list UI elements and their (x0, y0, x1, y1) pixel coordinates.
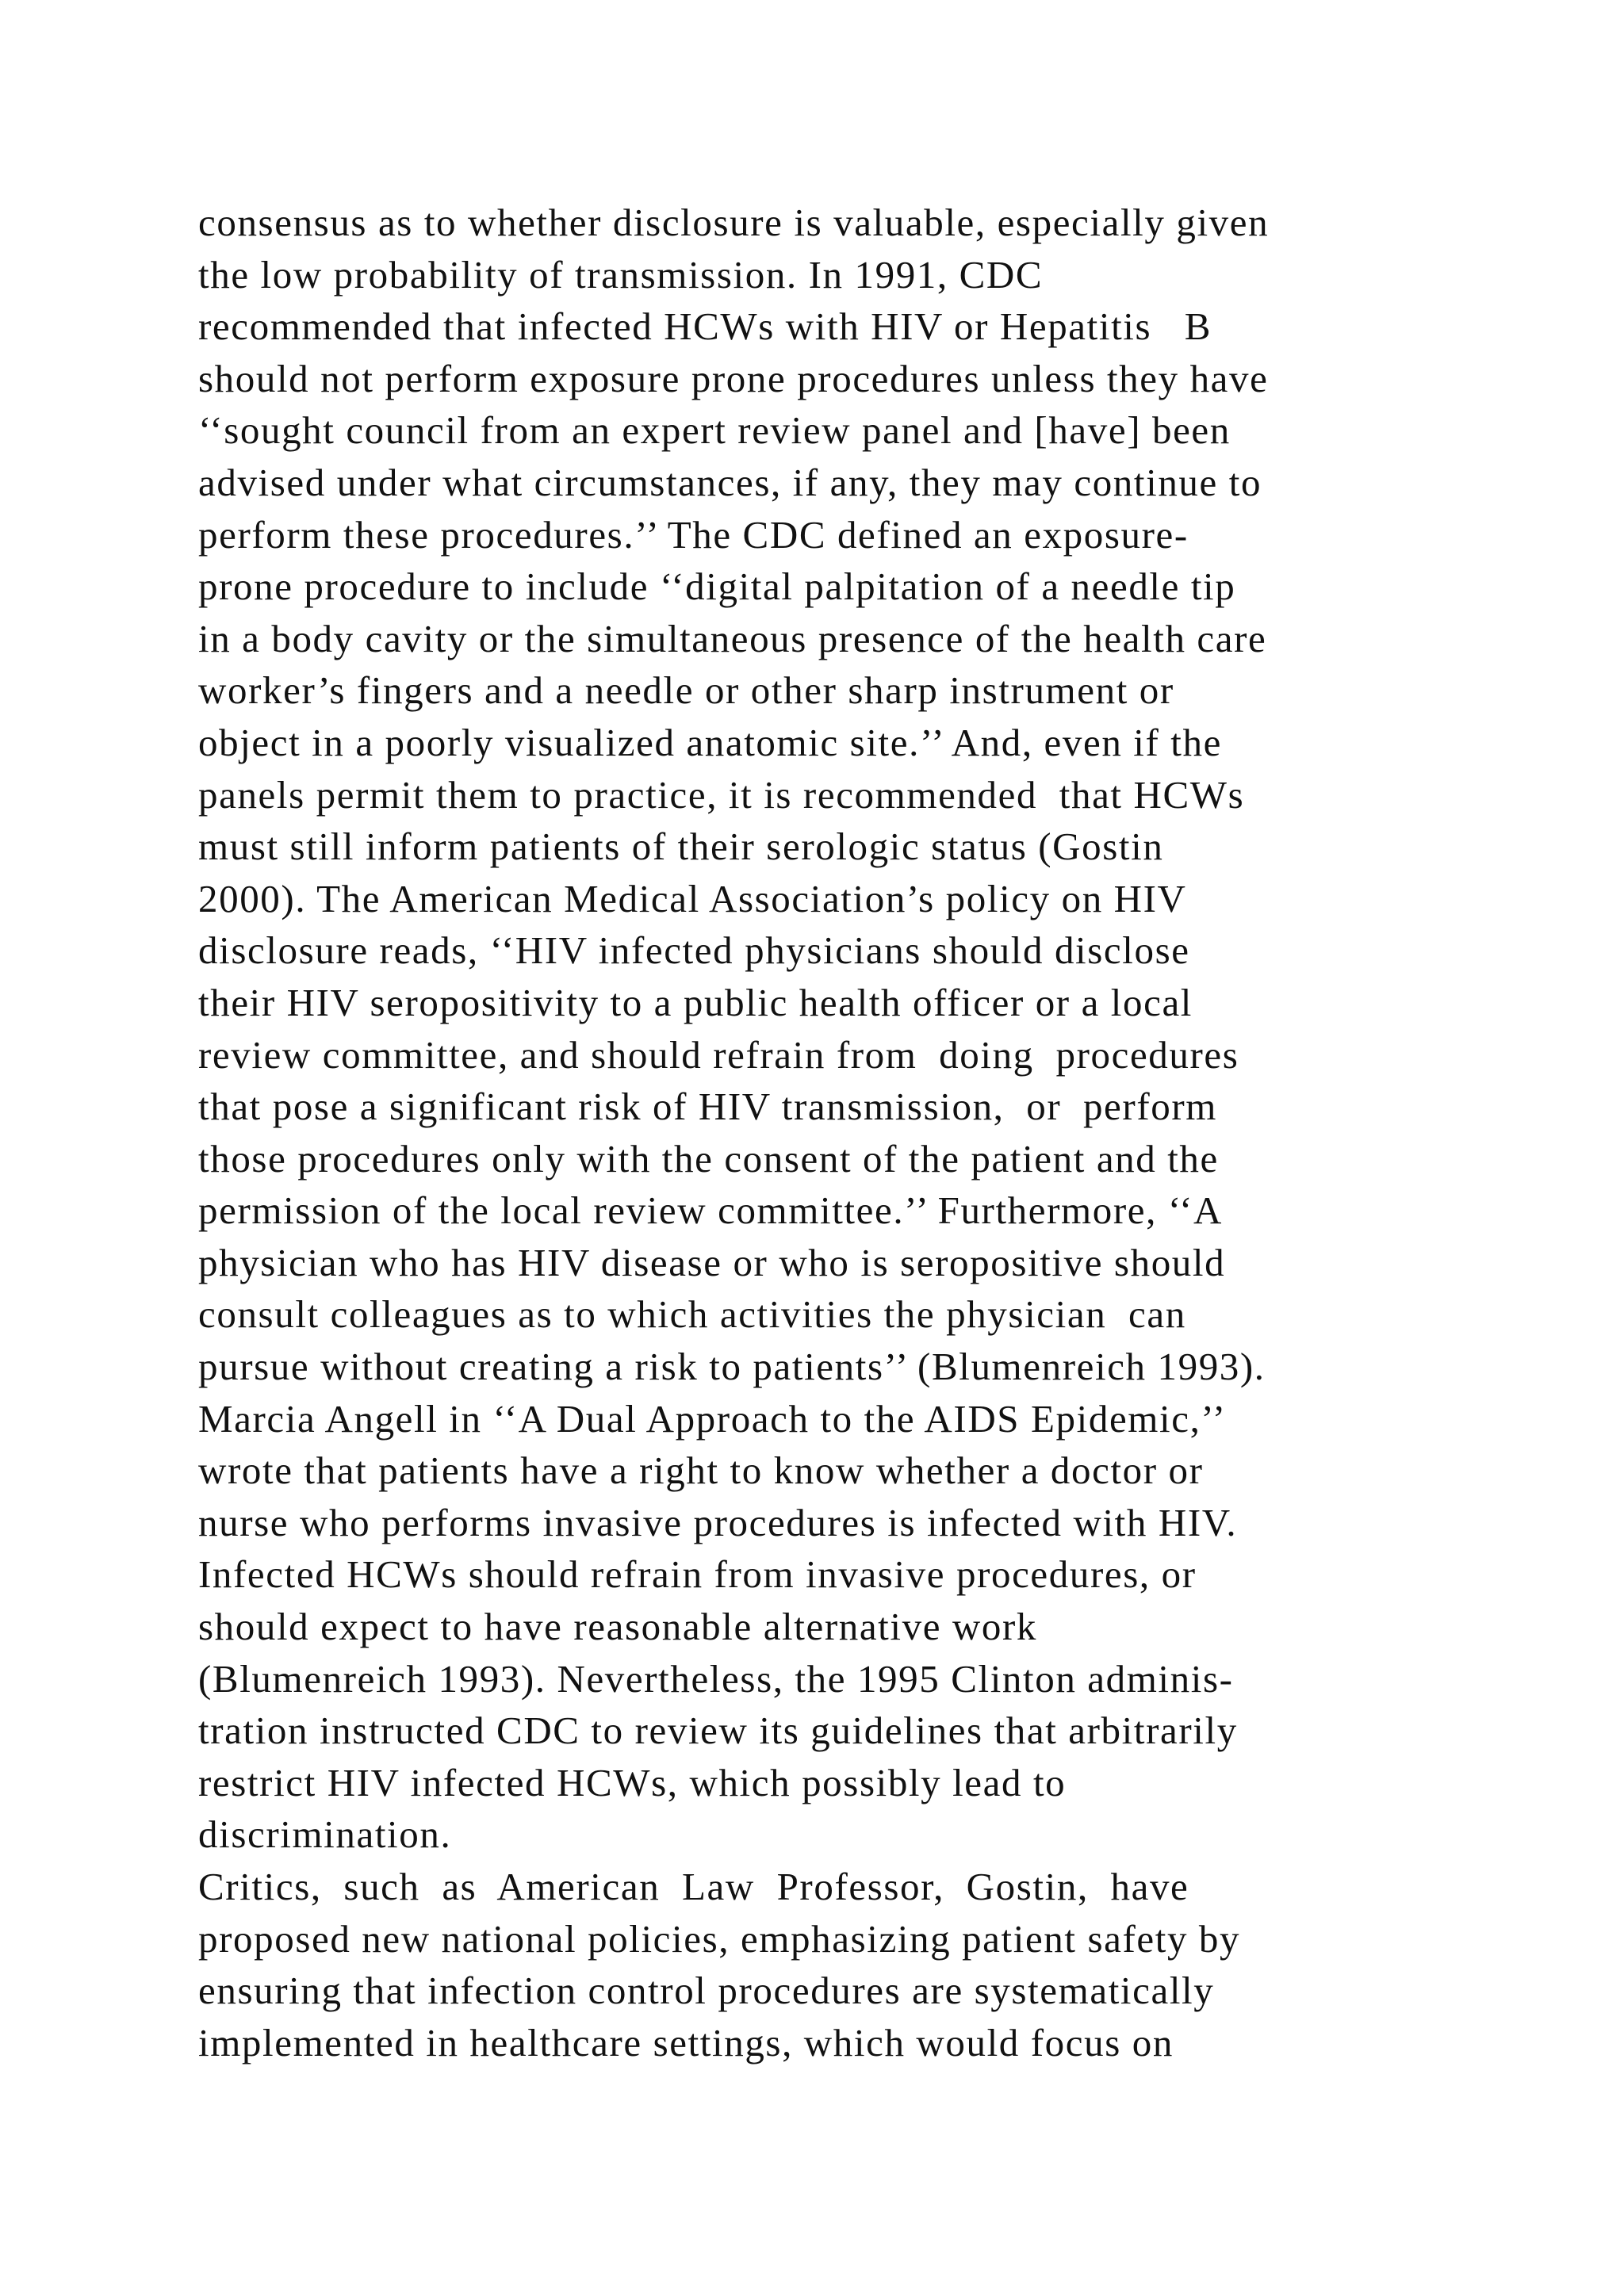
text-line: worker’s fingers and a needle or other sharp instrument or (198, 668, 1174, 713)
text-line: must still inform patients of their serologic status (Gostin (198, 825, 1164, 869)
text-line: physician who has HIV disease or who is seropositive should (198, 1240, 1226, 1284)
text-line: should not perform exposure prone procedures unless they have (198, 356, 1269, 400)
text-line: tration instructed CDC to review its guidelines that arbitrarily (198, 1709, 1238, 1753)
text-line: panels permit them to practice, it is recommended that HCWs (198, 772, 1245, 817)
text-line: Critics, such as American Law Professor, Gostin, have (198, 1865, 1189, 1908)
text-line: wrote that patients have a right to know whether a doctor or (198, 1448, 1204, 1493)
text-line: restrict HIV infected HCWs, which possibly lead to (198, 1760, 1067, 1804)
text-line: ‘‘sought council from an expert review panel and [have] been (198, 408, 1231, 453)
text-line: implemented in healthcare settings, which would focus on (198, 2020, 1174, 2064)
text-line: discrimination. (198, 1812, 452, 1857)
text-line: prone procedure to include ‘‘digital palpitation of a needle tip (198, 564, 1236, 609)
text-line: proposed new national policies, emphasizing patient safety by (198, 1916, 1241, 1961)
text-line: nurse who performs invasive procedures is infected with HIV. (198, 1500, 1238, 1544)
text-line: consult colleagues as to which activities the physician can (198, 1292, 1186, 1337)
text-line: ensuring that infection control procedures are systematically (198, 1969, 1215, 2013)
text-line: the low probability of transmission. In 1991, CDC (198, 252, 1044, 297)
text-line: recommended that infected HCWs with HIV or Hepatitis B (198, 304, 1212, 349)
text-line: perform these procedures.’’ The CDC defined an exposure- (198, 512, 1189, 557)
text-line: their HIV seropositivity to a public health officer or a local (198, 980, 1193, 1024)
text-line: those procedures only with the consent of the patient and the (198, 1136, 1219, 1181)
text-line: advised under what circumstances, if any, they may continue to (198, 460, 1262, 504)
text-line: should expect to have reasonable alternative work (198, 1605, 1038, 1649)
text-line: consensus as to whether disclosure is valuable, especially given (198, 201, 1270, 244)
text-line: Marcia Angell in ‘‘A Dual Approach to the AIDS Epidemic,’’ (198, 1396, 1227, 1441)
text-line: permission of the local review committee.’’ Furthermore, ‘‘A (198, 1188, 1224, 1233)
text-line: review committee, and should refrain from doing procedures (198, 1032, 1239, 1077)
text-line: that pose a significant risk of HIV transmission, or perform (198, 1085, 1217, 1129)
text-line: object in a poorly visualized anatomic site.’’ And, even if the (198, 720, 1222, 764)
text-line: (Blumenreich 1993). Nevertheless, the 1995 Clinton adminis- (198, 1656, 1234, 1701)
body-text (198, 197, 1507, 2068)
text-line: disclosure reads, ‘‘HIV infected physicians should disclose (198, 928, 1190, 973)
text-line: pursue without creating a risk to patients’’ (Blumenreich 1993). (198, 1345, 1266, 1389)
text-line: 2000). The American Medical Association’s policy on HIV (198, 876, 1187, 920)
text-line: in a body cavity or the simultaneous presence of the health care (198, 616, 1267, 660)
text-line: Infected HCWs should refrain from invasive procedures, or (198, 1552, 1197, 1597)
